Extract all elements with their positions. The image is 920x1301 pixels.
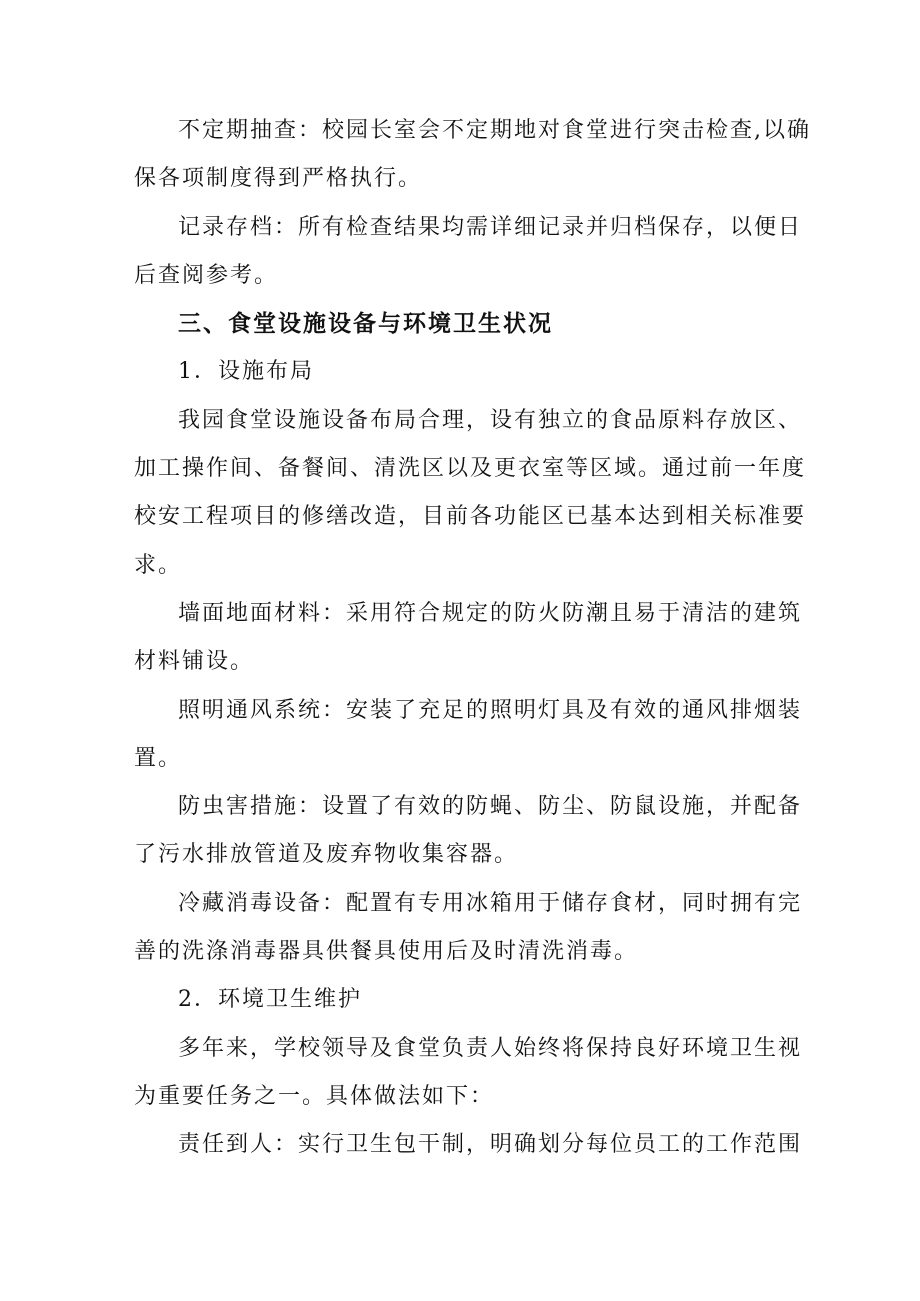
paragraph <box>134 880 803 977</box>
text-line: 为重要任务之一。具体做法如下： <box>134 1083 495 1109</box>
text-line: 三、食堂设施设备与环境卫生状况 <box>178 311 553 338</box>
text-line: 置。 <box>134 745 183 771</box>
text-line: 我园食堂设施设备布局合理，设有独立的食品原料存放区、 <box>178 407 803 433</box>
paragraph <box>134 1025 803 1122</box>
text-line: 1．设施布局 <box>178 359 314 385</box>
text-line: 不定期抽查：校园长室会不定期地对食堂进行突击检查,以确 <box>178 118 811 143</box>
paragraph <box>134 590 803 687</box>
subsection-heading <box>134 348 790 396</box>
text-line: 责任到人：实行卫生包干制，明确划分每位员工的工作范围 <box>178 1132 803 1158</box>
section-heading <box>134 300 790 348</box>
text-line: 加工操作间、备餐间、清洗区以及更衣室等区域。通过前一年度 <box>134 456 807 482</box>
text-line: 防虫害措施：设置了有效的防蝇、防尘、防鼠设施，并配备 <box>178 794 803 820</box>
paragraph <box>134 204 803 301</box>
text-line: 校安工程项目的修缮改造，目前各功能区已基本达到相关标准要 <box>134 504 807 530</box>
paragraph <box>134 107 811 204</box>
text-line: 多年来，学校领导及食堂负责人始终将保持良好环境卫生视 <box>178 1035 803 1061</box>
text-line: 照明通风系统：安装了充足的照明灯具及有效的通风排烟装 <box>178 697 803 723</box>
paragraph <box>134 1121 803 1169</box>
text-line: 保各项制度得到严格执行。 <box>134 166 423 192</box>
paragraph <box>134 687 803 784</box>
text-line: 墙面地面材料：采用符合规定的防火防潮且易于清洁的建筑 <box>178 600 803 626</box>
paragraph <box>134 783 803 880</box>
text-line: 材料铺设。 <box>134 649 255 675</box>
text-line: 了污水排放管道及废弃物收集容器。 <box>134 842 519 868</box>
subsection-heading <box>134 976 790 1024</box>
text-line: 求。 <box>134 552 183 578</box>
text-line: 后查阅参考。 <box>134 262 279 288</box>
text-line: 善的洗涤消毒器具供餐具使用后及时清洗消毒。 <box>134 939 639 965</box>
document-page <box>134 107 811 1170</box>
text-line: 记录存档：所有检查结果均需详细记录并归档保存，以便日 <box>178 214 803 240</box>
text-line: 2．环境卫生维护 <box>178 987 362 1013</box>
paragraph <box>134 397 807 590</box>
text-line: 冷藏消毒设备：配置有专用冰箱用于储存食材，同时拥有完 <box>178 890 803 916</box>
